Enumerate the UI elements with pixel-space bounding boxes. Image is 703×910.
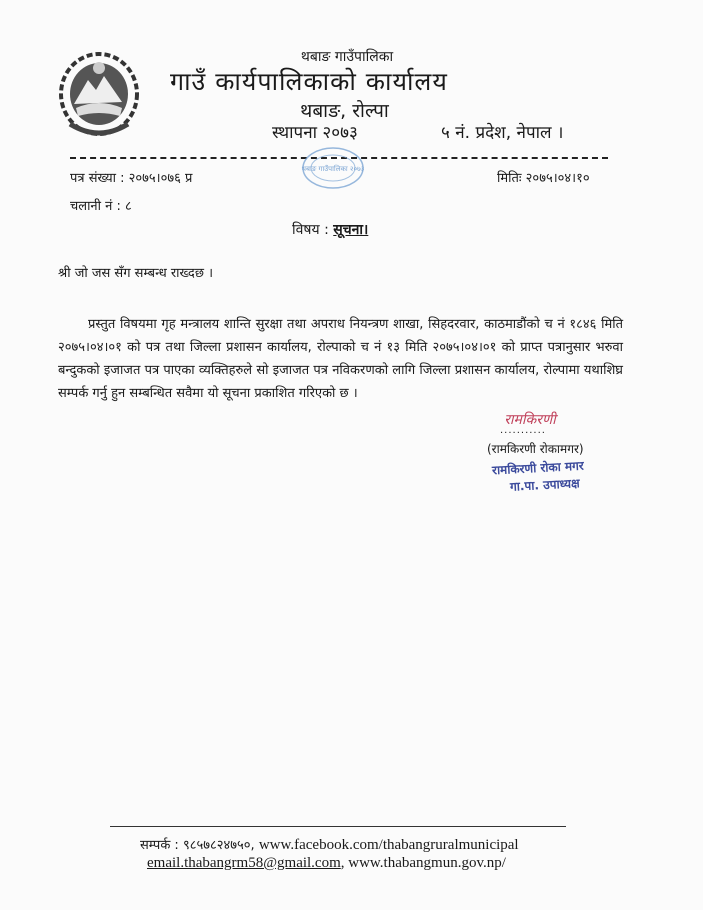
letter-body: प्रस्तुत विषयमा गृह मन्त्रालय शान्ति सुरक्षा तथा अपराध नियन्त्रण शाखा, सिहदरवार, काठमाडौंको च नं १८४६ मिति २०७५।०४।०१ को पत्र तथा जिल्ला प्रशासन कार्यालय, रोल्पाको च नं १३ मिति २०७५।०४।०१ को प्राप्त पत्रानुसार भरुवा बन्दुकको इजाजत पत्र पाएका व्यक्तिहरुले सो इजाजत पत्र नविकरणको लागि जिल्ला प्रशासन कार्यालय, रोल्पामा यथाशिघ्र सम्पर्क गर्नु हुन सम्बन्धित सवैमा यो सूचना प्रकाशित गरिएको छ । [58,317,623,401]
subject-text: सूचना। [333,222,369,238]
email-link[interactable]: email.thabangrm58@gmail.com [147,855,341,871]
letter-number: पत्र संख्या : २०७५।०७६ प्र [70,171,193,186]
province-label: ५ नं. प्रदेश, नेपाल । [441,123,564,143]
svg-text:रामकिरणी: रामकिरणी [504,412,556,428]
established-year: स्थापना २०७३ [272,123,358,143]
subject-line [292,220,368,239]
office-title: गाउँ कार्यपालिकाको कार्यालय [170,67,448,96]
stamp-text: थबाङ गाउँपालिका २०७३ [301,165,365,173]
signatory-stamp-title: गा.पा. उपाध्यक्ष [509,476,581,494]
municipality-name: थबाङ गाउँपालिका [300,49,394,65]
addressee: श्री जो जस सँग सम्बन्ध राख्दछ । [58,266,214,281]
facebook-link[interactable]: www.facebook.com/thabangruralmunicipal [258,837,519,853]
signature-dots: ........... [500,425,546,436]
dispatch-number: चलानी नं : ८ [70,199,132,214]
contact-phone: सम्पर्क : ९८५७८२४७५०, [140,838,255,853]
footer-divider [110,826,566,827]
signatory-name: (रामकिरणी रोकामगर) [487,442,584,456]
office-location: थबाङ, रोल्पा [300,100,389,122]
subject-label: विषय : [292,222,329,238]
letter-date: मितिः २०७५।०४।१० [497,171,590,186]
office-stamp [298,143,368,193]
footer-line-1 [140,835,519,854]
emblem-logo [58,50,140,140]
website-link[interactable]: , www.thabangmun.gov.np/ [340,855,506,871]
footer-line-2 [147,855,506,872]
signatory-stamp-name: रामकिरणी रोका मगर [491,458,585,478]
